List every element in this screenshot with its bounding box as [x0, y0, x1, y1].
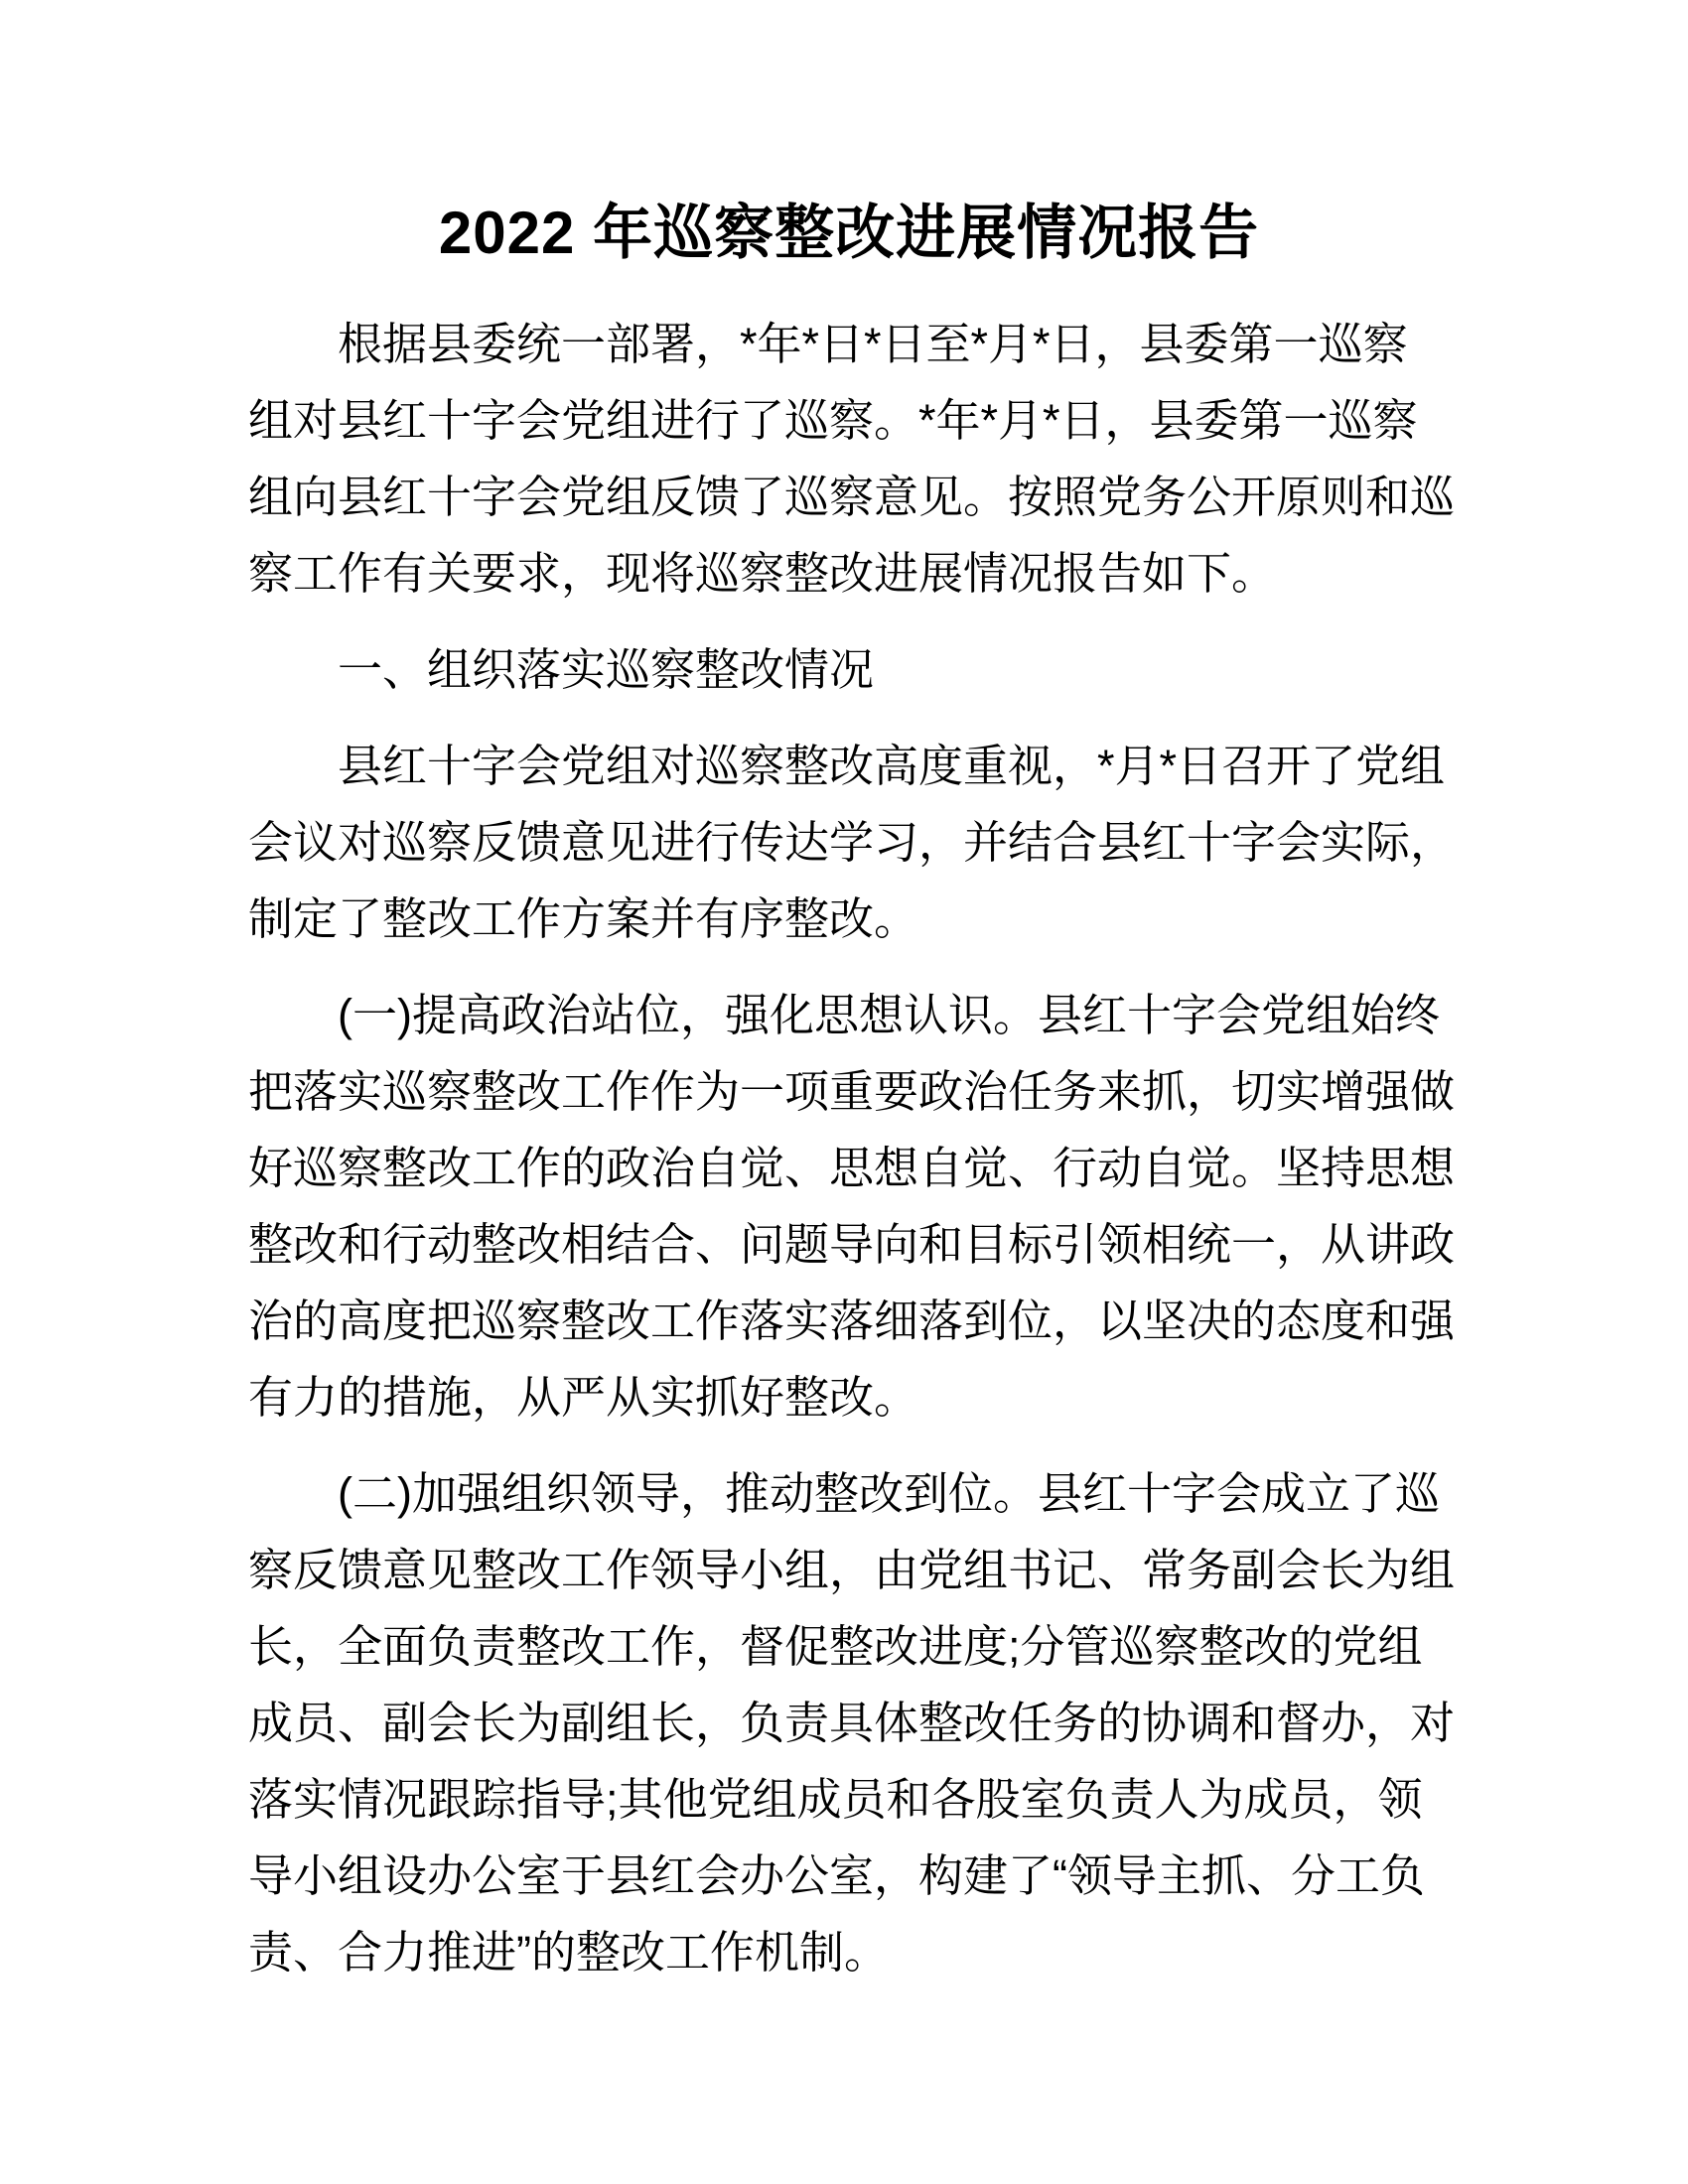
paragraph-intro — [248, 306, 1456, 612]
section-heading-1 — [248, 631, 1450, 708]
paragraph-item-1 — [248, 977, 1456, 1435]
text-line: 根据县委统一部署，*年*日*日至*月*日，县委第一巡察 — [338, 319, 1408, 369]
document-title: 2022 年巡察整改进展情况报告 — [438, 200, 1260, 266]
text-line: 制定了整改工作方案并有序整改。 — [248, 893, 919, 944]
text-line: 治的高度把巡察整改工作落实落细落到位，以坚决的态度和强 — [248, 1296, 1456, 1346]
paragraph-item-2 — [248, 1455, 1456, 1990]
text-line: (二)加强组织领导，推动整改到位。县红十字会成立了巡 — [338, 1468, 1440, 1519]
heading-line: 一、组织落实巡察整改情况 — [338, 644, 875, 695]
text-line: 导小组设办公室于县红会办公室，构建了“领导主抓、分工负 — [248, 1850, 1425, 1901]
text-line: 察反馈意见整改工作领导小组，由党组书记、常务副会长为组 — [248, 1545, 1456, 1595]
text-line: (一)提高政治站位，强化思想认识。县红十字会党组始终 — [338, 990, 1440, 1040]
text-line: 整改和行动整改相结合、问题导向和目标引领相统一，从讲政 — [248, 1219, 1456, 1270]
text-line: 成员、副会长为副组长，负责具体整改任务的协调和督办，对 — [248, 1698, 1456, 1748]
text-line: 把落实巡察整改工作作为一项重要政治任务来抓，切实增强做 — [248, 1066, 1456, 1117]
paragraph-overview — [248, 728, 1456, 957]
text-line: 组向县红十字会党组反馈了巡察意见。按照党务公开原则和巡 — [248, 472, 1456, 522]
text-line: 县红十字会党组对巡察整改高度重视，*月*日召开了党组 — [338, 741, 1446, 791]
text-line: 好巡察整改工作的政治自觉、思想自觉、行动自觉。坚持思想 — [248, 1143, 1456, 1193]
text-line: 察工作有关要求，现将巡察整改进展情况报告如下。 — [248, 548, 1277, 599]
text-line: 有力的措施，从严从实抓好整改。 — [248, 1372, 919, 1423]
text-line: 长，全面负责整改工作，督促整改进度;分管巡察整改的党组 — [248, 1621, 1423, 1672]
text-line: 会议对巡察反馈意见进行传达学习，并结合县红十字会实际， — [248, 817, 1456, 868]
document-content — [248, 189, 1456, 1990]
text-line: 组对县红十字会党组进行了巡察。*年*月*日，县委第一巡察 — [248, 395, 1418, 446]
text-line: 责、合力推进”的整改工作机制。 — [248, 1927, 889, 1978]
text-line: 落实情况跟踪指导;其他党组成员和各股室负责人为成员，领 — [248, 1774, 1423, 1825]
